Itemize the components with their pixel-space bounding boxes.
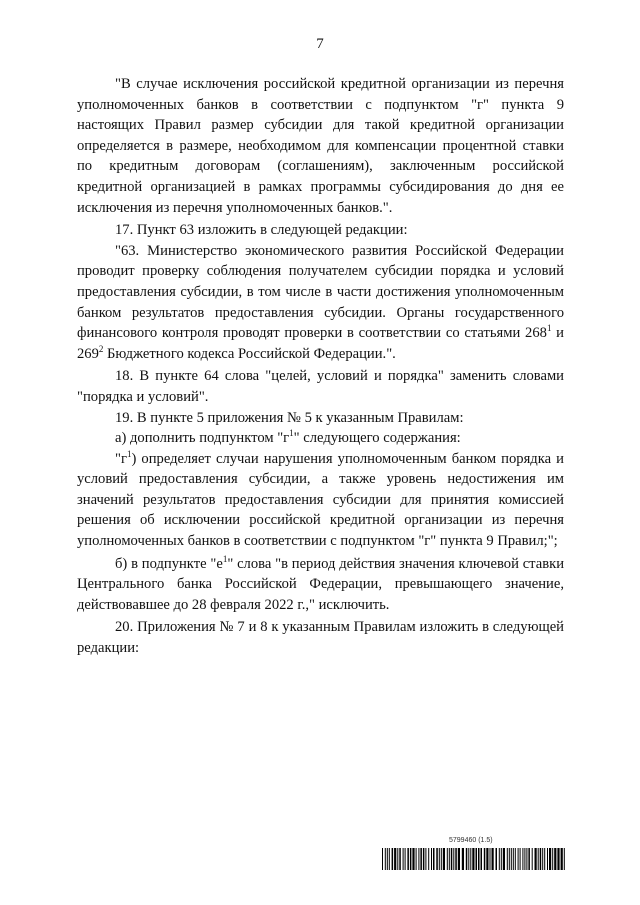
barcode-bar	[439, 848, 440, 870]
barcode-bar	[522, 848, 523, 870]
paragraph-item-18: 18. В пункте 64 слова "целей, условий и порядка" заменить словами "порядка и условий".	[77, 368, 564, 405]
barcode-bar	[428, 848, 429, 870]
barcode-bar	[462, 848, 464, 870]
document-id: 5799460 (1.5)	[449, 837, 493, 844]
paragraph-quote-exclusion: "В случае исключения российской кредитной организации из перечня уполномоченных банков в соответствии с подпунктом "г" пункта 9 настоящих Правил размер субсидии для такой кредитной организации определяется в размере, необходимом для компенсации процентной ставки по кредитным договорам (соглашениям), заключенным российской кредитной организацией в рамках программы субсидирования до дня ее исключения из перечня уполномоченных банков.".	[77, 76, 564, 216]
barcode-bar	[441, 848, 442, 870]
barcode-bar	[509, 848, 510, 870]
barcode-bar	[538, 848, 539, 870]
barcode-bar	[528, 848, 530, 870]
barcode-bar	[540, 848, 542, 870]
barcode-bar	[410, 848, 412, 870]
barcode-bar	[503, 848, 505, 870]
barcode-bar	[526, 848, 527, 870]
barcode-bar	[532, 848, 533, 870]
barcode-bar	[468, 848, 469, 870]
barcode-bar	[392, 848, 394, 870]
barcode-bar	[557, 848, 559, 870]
barcode-bar	[385, 848, 386, 870]
barcode-bar	[420, 848, 422, 870]
barcode-bar	[496, 848, 498, 870]
barcode-bar	[455, 848, 457, 870]
barcode-bar	[564, 848, 565, 870]
barcode-bar	[507, 848, 508, 870]
barcode-bar	[472, 848, 474, 870]
barcode-bar	[416, 848, 417, 870]
barcode-bar	[511, 848, 512, 870]
barcode-bar	[431, 848, 432, 870]
barcode-bar	[447, 848, 448, 870]
barcode-bar	[443, 848, 445, 870]
paragraph-item-19: 19. В пункте 5 приложения № 5 к указанным Правилам:	[115, 409, 464, 426]
barcode-bar	[484, 848, 486, 870]
paragraph-item-63: "63. Министерство экономического развития Российской Федерации проводит проверку соблюдения получателем субсидии порядка и условий предоставления субсидии, в том числе в части достижения уполномоченным банком результатов предоставления субсидии. Органы государственного финансового контроля проводят проверки в соответствии со статьями $268^1$ и $269^2$ Бюджетного кодекса Российской Федерации.".	[77, 242, 564, 362]
barcode-bar	[453, 848, 454, 870]
barcode-bar	[451, 848, 453, 870]
barcode-bar	[394, 848, 396, 870]
barcode-bar	[389, 848, 390, 870]
barcode-bar	[412, 848, 414, 870]
barcode-bar	[466, 848, 468, 870]
barcode-bar	[499, 848, 500, 870]
document-body	[77, 74, 564, 659]
barcode-bar	[547, 848, 548, 870]
barcode-bar	[490, 848, 491, 870]
barcode-bar	[418, 848, 419, 870]
barcode-bar	[423, 848, 425, 870]
barcode-bar	[524, 848, 525, 870]
barcode-bar	[405, 848, 406, 870]
barcode-bar	[382, 848, 383, 870]
barcode-bar	[481, 848, 483, 870]
barcode-bar	[449, 848, 450, 870]
barcode-bar	[542, 848, 543, 870]
barcode	[382, 848, 565, 870]
barcode-bar	[501, 848, 502, 870]
page-number: 7	[316, 36, 324, 52]
barcode-bar	[552, 848, 553, 870]
barcode-bar	[520, 848, 521, 870]
paragraph-subitem-g1: "$г^1$) определяет случаи нарушения уполномоченным банком порядка и условий предоставления субсидии, а также уровень недостижения им значений результатов предоставления субсидии для принятия комиссией решения об исключении российской кредитной организации из перечня уполномоченных банков в соответствии с подпунктом "г" пункта 9 Правил;";	[77, 448, 564, 550]
barcode-bar	[535, 848, 537, 870]
paragraph-subitem-a: а) дополнить подпунктом "$г^1$" следующего содержания:	[115, 428, 461, 447]
barcode-bar	[407, 848, 409, 870]
barcode-bar	[476, 848, 478, 870]
barcode-bar	[544, 848, 545, 870]
paragraph-subitem-b: б) в подпункте "$е^1$" слова "в период действия значения ключевой ставки Центрального банка Российской Федерации, превышающего значение, действовавшее до 28 февраля 2022 г.," исключить.	[77, 553, 565, 613]
barcode-bar	[492, 848, 494, 870]
barcode-bar	[554, 848, 556, 870]
barcode-bar	[399, 848, 401, 870]
barcode-bar	[515, 848, 516, 870]
barcode-bar	[549, 848, 551, 870]
barcode-bar	[425, 848, 426, 870]
barcode-bar	[513, 848, 514, 870]
barcode-bar	[397, 848, 398, 870]
barcode-bar	[436, 848, 438, 870]
barcode-bar	[518, 848, 519, 870]
barcode-bar	[486, 848, 488, 870]
barcode-bar	[470, 848, 471, 870]
barcode-bar	[433, 848, 435, 870]
barcode-bar	[561, 848, 563, 870]
barcode-bar	[458, 848, 460, 870]
barcode-bar	[403, 848, 404, 870]
paragraph-item-17: 17. Пункт 63 изложить в следующей редакции:	[115, 222, 408, 239]
barcode-bar	[387, 848, 388, 870]
barcode-bar	[478, 848, 480, 870]
paragraph-item-20: 20. Приложения № 7 и 8 к указанным Правилам изложить в следующей редакции:	[77, 619, 564, 657]
